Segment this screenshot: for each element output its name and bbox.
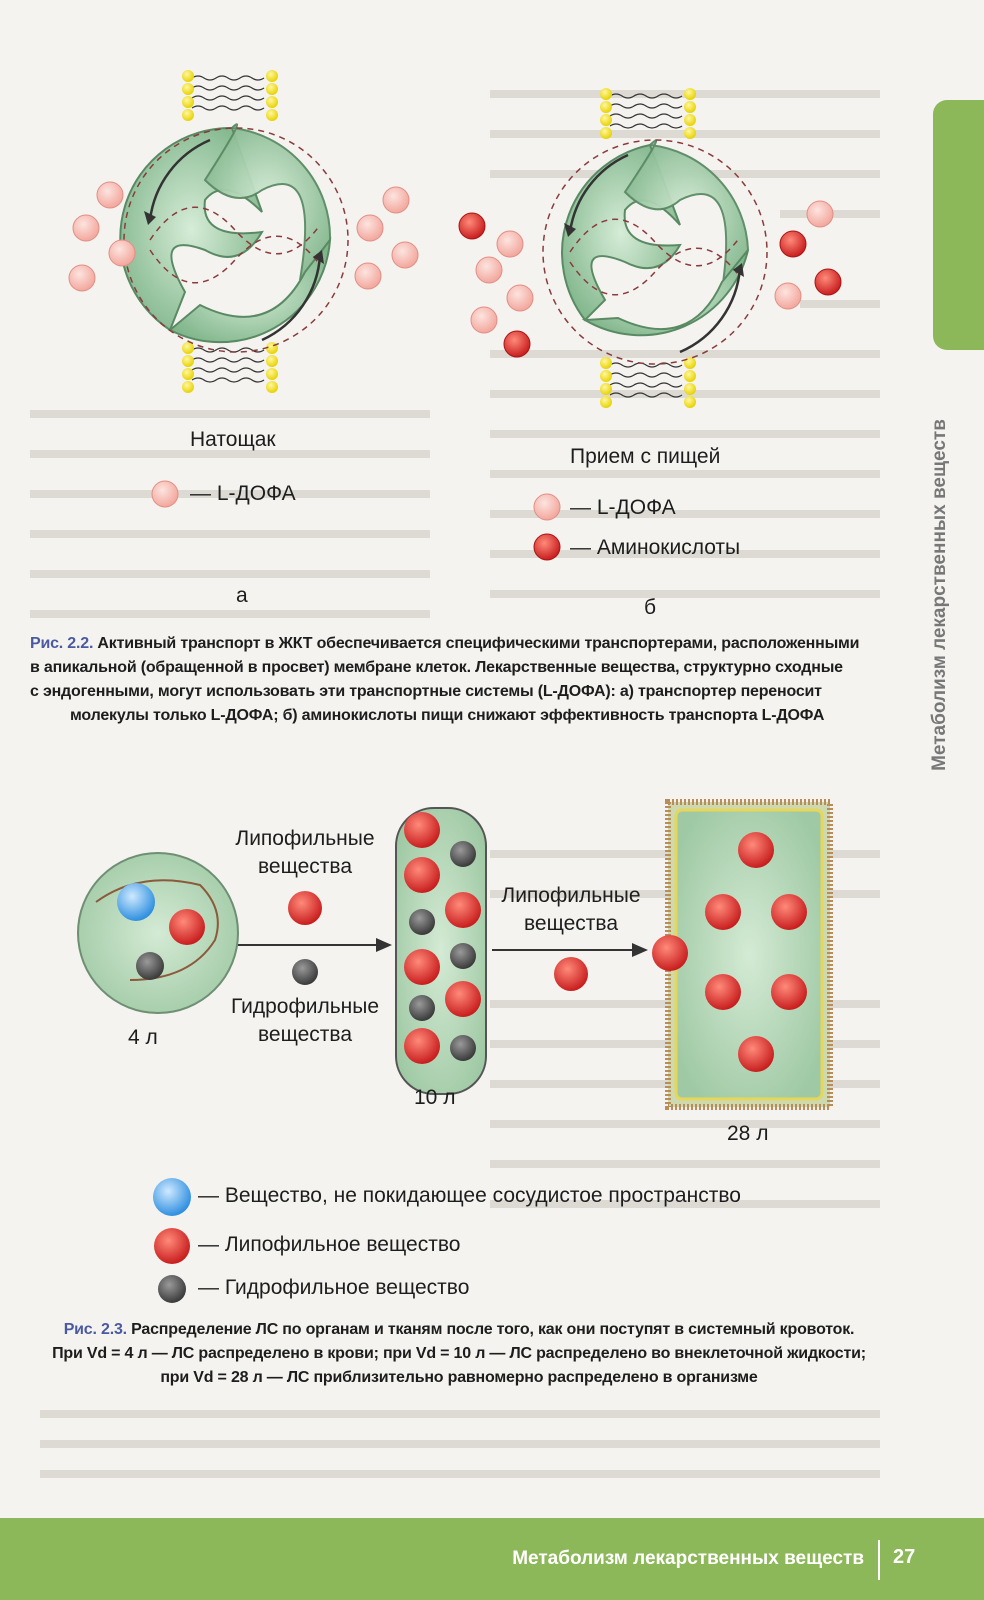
figure-2-3-caption [38,1318,880,1390]
figure-2-3-caption-line1: Рис. 2.3. Распределение ЛС по органам и тканям после того, как они поступят в системный кровоток. [63,1321,855,1338]
chapter-side-title: Метаболизм лекарственных веществ [929,419,950,771]
panel-b-letter: б [644,596,657,619]
membrane-bottom-b [600,357,696,408]
figure-2-2-caption-line3: с эндогенными, могут использовать эти транспортные системы (L-ДОФА): а) транспортер переносит [30,683,822,700]
legend-ldopa-swatch-a [152,481,178,507]
compartment-10l [396,808,486,1094]
legend-ldopa-swatch-b [534,494,560,520]
panel-a-legend-ldopa: — L-ДОФА [190,482,296,505]
transporter-b [543,88,767,408]
legend-blue-swatch [153,1178,191,1216]
figure-2-2-label: Рис. 2.2. [30,635,94,652]
label-lipophilic-1: Липофильные вещества [235,827,375,878]
label-hydrophilic: Гидрофильные вещества [230,995,380,1046]
legend-red-swatch [154,1228,190,1264]
label-lipophilic-2: Липофильные вещества [501,884,641,935]
panel-b-title: Прием с пищей [570,445,721,468]
figure-2-3-label: Рис. 2.3. [63,1321,127,1338]
arrow-1 [238,891,392,985]
figure-2-2-caption-line1: Рис. 2.2. Активный транспорт в ЖКТ обеспечивается специфическими транспортерами, расположенными [30,635,860,652]
legend-red-text: — Липофильное вещество [198,1233,461,1256]
membrane-top-a [182,70,278,121]
panel-a-letter: а [236,584,248,607]
legend-gray-swatch [158,1275,186,1303]
figure-2-2-caption-line2: в апикальной (обращенной в просвет) мембране клеток. Лекарственные вещества, структурно сходные [30,659,843,676]
membrane-top-b [600,88,696,139]
figure-2-3-caption-line2: При Vd = 4 л — ЛС распределено в крови; при Vd = 10 л — ЛС распределено во внеклеточной жидкости; [52,1345,866,1362]
arrow-2 [492,943,648,991]
compartment-28l [652,802,830,1107]
panel-b-legend-ldopa: — L-ДОФА [570,496,676,519]
figure-2-3-caption-line3: при Vd = 28 л — ЛС приблизительно равномерно распределено в организме [160,1369,758,1386]
footer-separator [878,1540,880,1580]
label-volume-4l: 4 л [128,1026,158,1049]
figure-2-3-diagram [0,790,984,1350]
figure-2-2-caption-line4: молекулы только L-ДОФА; б) аминокислоты пищи снижают эффективность транспорта L-ДОФА [70,707,825,724]
panel-a-title: Натощак [190,428,276,451]
figure-2-2-diagram [0,0,984,640]
legend-amino-swatch-b [534,534,560,560]
legend-gray-text: — Гидрофильное вещество [198,1276,470,1299]
label-volume-10l: 10 л [414,1086,456,1109]
compartment-4l [78,853,238,1013]
figure-2-2-caption [30,632,880,728]
transporter-a [120,70,348,393]
membrane-bottom-a [182,342,278,393]
footer-title: Метаболизм лекарственных веществ [512,1548,864,1569]
panel-b-legend-amino: — Аминокислоты [570,536,741,559]
page-number: 27 [893,1546,916,1568]
chapter-tab [933,100,984,350]
label-volume-28l: 28 л [727,1122,769,1145]
page-footer [0,1518,984,1600]
legend-blue-text: — Вещество, не покидающее сосудистое пространство [198,1184,741,1207]
